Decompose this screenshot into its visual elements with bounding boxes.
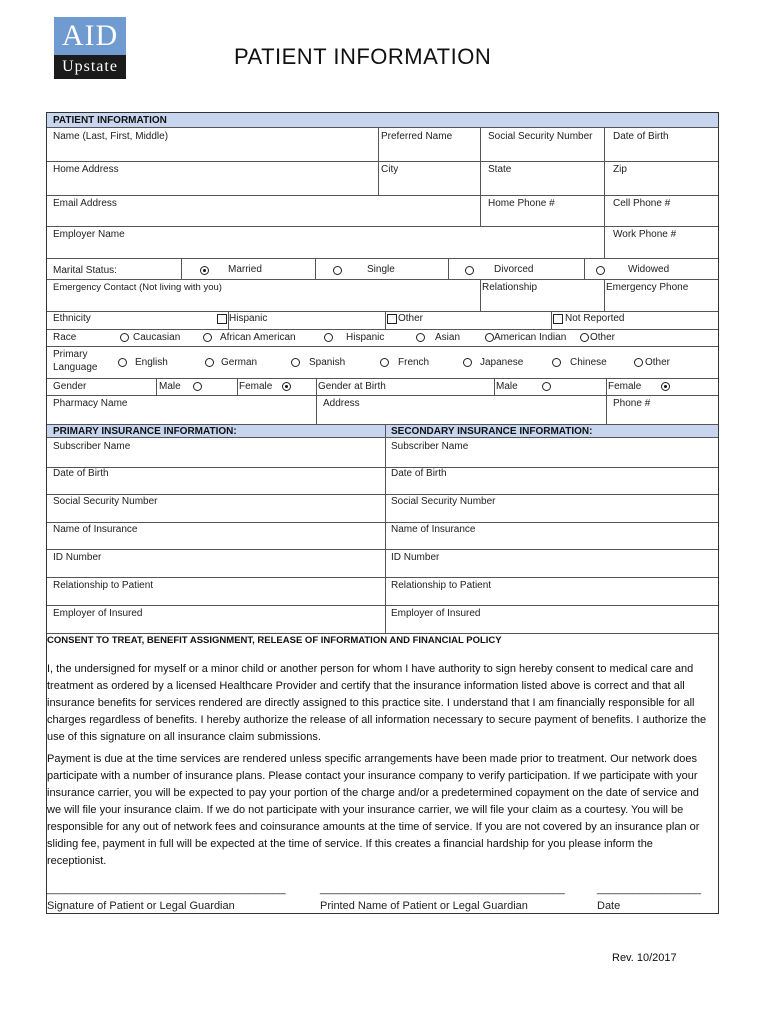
other-race-label: Other	[590, 332, 616, 343]
pharmacy-name-label: Pharmacy Name	[53, 398, 128, 409]
american-indian-label: American Indian	[494, 332, 567, 343]
patient-info-header: PATIENT INFORMATION	[53, 115, 167, 126]
other-language-label: Other	[645, 357, 671, 368]
dob-label: Date of Birth	[613, 131, 669, 142]
other-ethnicity-label: Other	[398, 313, 424, 324]
secondary-dob-label: Date of Birth	[391, 468, 447, 479]
primary-language-label-line2: Language	[53, 362, 98, 373]
patient-form	[46, 112, 719, 914]
emergency-contact-label: Emergency Contact (Not living with you)	[53, 282, 222, 293]
secondary-employer-label: Employer of Insured	[391, 608, 481, 619]
logo-bottom-text: Upstate	[54, 55, 126, 79]
consent-paragraph: I, the undersigned for myself or a minor child or another person for whom I have authority to sign hereby consent to medical care and treatment as ordered by a licensed Healthcare Provider and certify that the insurance information listed above is correct and that all insurance benefits for services rendered are directly assigned to this practice site. I understand that I am financially responsible for all charges regardless of benefits. I hereby authorize the release of all information necessary to secure payment of benefits. I authorize the use of this signature on all insurance claim submissions.	[47, 663, 707, 743]
single-radio[interactable]	[333, 266, 342, 275]
spanish-label: Spanish	[309, 357, 346, 368]
date-line: _________________	[597, 883, 702, 895]
printed-name-label: Printed Name of Patient or Legal Guardian	[320, 900, 528, 912]
married-radio[interactable]	[200, 266, 209, 275]
gender-male-label: Male	[159, 381, 181, 392]
name-label: Name (Last, First, Middle)	[53, 131, 169, 142]
widowed-radio[interactable]	[596, 266, 605, 275]
japanese-label: Japanese	[480, 357, 524, 368]
english-label: English	[135, 357, 168, 368]
american-indian-radio[interactable]	[485, 333, 494, 342]
city-label: City	[381, 164, 399, 175]
secondary-ssn-label: Social Security Number	[391, 496, 496, 507]
page-title: PATIENT INFORMATION	[234, 44, 492, 69]
home-address-label: Home Address	[53, 164, 119, 175]
emergency-phone-label: Emergency Phone	[606, 282, 689, 293]
date-label: Date	[597, 900, 621, 912]
german-radio[interactable]	[205, 358, 214, 367]
spanish-radio[interactable]	[291, 358, 300, 367]
divorced-label: Divorced	[494, 264, 534, 275]
primary-insurance-name-label: Name of Insurance	[53, 524, 138, 535]
primary-employer-label: Employer of Insured	[53, 608, 143, 619]
email-label: Email Address	[53, 198, 117, 209]
secondary-subscriber-name-label: Subscriber Name	[391, 441, 469, 452]
secondary-relationship-label: Relationship to Patient	[391, 580, 492, 591]
birth-female-radio[interactable]	[661, 382, 670, 391]
primary-subscriber-name-label: Subscriber Name	[53, 441, 131, 452]
gender-male-radio[interactable]	[193, 382, 202, 391]
single-label: Single	[367, 264, 395, 275]
secondary-id-number-label: ID Number	[391, 552, 440, 563]
hispanic-label: Hispanic	[229, 313, 268, 324]
relationship-label: Relationship	[482, 282, 538, 293]
asian-label: Asian	[435, 332, 461, 343]
german-label: German	[221, 357, 258, 368]
gender-label: Gender	[53, 381, 87, 392]
home-phone-label: Home Phone #	[488, 198, 555, 209]
gender-female-label: Female	[239, 381, 273, 392]
marital-status-label: Marital Status:	[53, 265, 117, 276]
ssn-label: Social Security Number	[488, 131, 593, 142]
caucasian-label: Caucasian	[133, 332, 181, 343]
employer-label: Employer Name	[53, 229, 125, 240]
primary-ssn-label: Social Security Number	[53, 496, 158, 507]
cell-phone-label: Cell Phone #	[613, 198, 671, 209]
work-phone-label: Work Phone #	[613, 229, 677, 240]
secondary-insurance-name-label: Name of Insurance	[391, 524, 476, 535]
french-radio[interactable]	[380, 358, 389, 367]
signature-label: Signature of Patient or Legal Guardian	[47, 900, 235, 912]
payment-paragraph: Payment is due at the time services are rendered unless specific arrangements have been made prior to treatment. Our network does participate with a number of insurance plans. Please contact your insurance company to verify participation. If we participate with your insurance carrier, you will be expected to pay your portion of the charge and/or a predetermined copayment on the date of service and we will file your insurance claim. If we do not participate with your insurance carrier, we will file your claim as a courtesy. You will be responsible for any out of network fees and coinsurance amounts at the time of service. If you are not covered by an insurance plan or sliding fee, payment in full will be expected at the time of service. If this creates a financial hardship for you please inform the receptionist.	[47, 753, 700, 867]
primary-id-number-label: ID Number	[53, 552, 102, 563]
zip-label: Zip	[613, 164, 627, 175]
japanese-radio[interactable]	[463, 358, 472, 367]
other-race-radio[interactable]	[580, 333, 589, 342]
primary-relationship-label: Relationship to Patient	[53, 580, 154, 591]
not-reported-checkbox[interactable]	[553, 314, 563, 324]
african-american-label: African American	[220, 332, 296, 343]
chinese-label: Chinese	[570, 357, 607, 368]
hispanic-race-label: Hispanic	[346, 332, 385, 343]
pharmacy-address-label: Address	[323, 398, 360, 409]
secondary-insurance-header: SECONDARY INSURANCE INFORMATION:	[391, 426, 593, 437]
french-label: French	[398, 357, 430, 368]
state-label: State	[488, 164, 512, 175]
other-language-radio[interactable]	[634, 358, 643, 367]
widowed-label: Widowed	[628, 264, 670, 275]
aid-upstate-logo	[54, 17, 126, 79]
birth-male-radio[interactable]	[542, 382, 551, 391]
logo-top-text: AID	[54, 17, 126, 55]
chinese-radio[interactable]	[552, 358, 561, 367]
revision-label: Rev. 10/2017	[612, 952, 677, 964]
not-reported-label: Not Reported	[565, 313, 625, 324]
printed-name-line: ________________________________________	[320, 883, 565, 895]
married-label: Married	[228, 264, 262, 275]
hispanic-race-radio[interactable]	[324, 333, 333, 342]
ethnicity-label: Ethnicity	[53, 313, 91, 324]
birth-female-label: Female	[608, 381, 642, 392]
preferred-name-label: Preferred Name	[381, 131, 453, 142]
gender-female-radio[interactable]	[282, 382, 291, 391]
hispanic-checkbox[interactable]	[217, 314, 227, 324]
divorced-radio[interactable]	[465, 266, 474, 275]
pharmacy-phone-label: Phone #	[613, 398, 651, 409]
other-ethnicity-checkbox[interactable]	[387, 314, 397, 324]
birth-male-label: Male	[496, 381, 518, 392]
african-american-radio[interactable]	[203, 333, 212, 342]
asian-radio[interactable]	[416, 333, 425, 342]
caucasian-radio[interactable]	[120, 333, 129, 342]
consent-header: CONSENT TO TREAT, BENEFIT ASSIGNMENT, RELEASE OF INFORMATION AND FINANCIAL POLICY	[47, 635, 502, 646]
primary-dob-label: Date of Birth	[53, 468, 109, 479]
primary-language-label-line1: Primary	[53, 349, 88, 360]
race-label: Race	[53, 332, 77, 343]
signature-line: _______________________________________	[47, 883, 286, 895]
gender-at-birth-label: Gender at Birth	[318, 381, 386, 392]
primary-insurance-header: PRIMARY INSURANCE INFORMATION:	[53, 426, 237, 437]
english-radio[interactable]	[118, 358, 127, 367]
